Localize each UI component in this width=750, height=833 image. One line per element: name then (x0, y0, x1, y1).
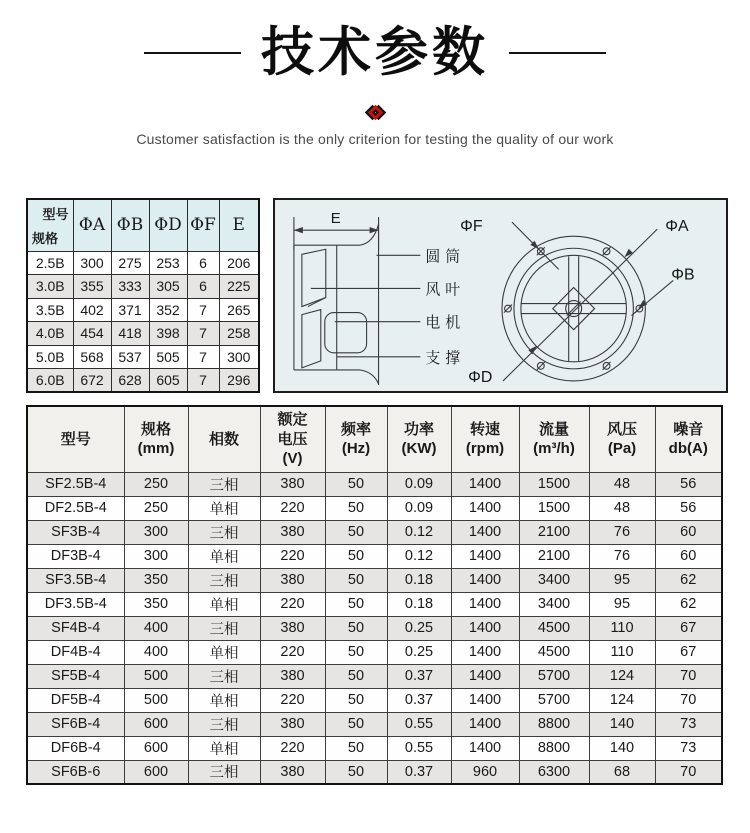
dims-value-cell: 305 (149, 275, 187, 299)
dim-label-e: E (330, 210, 341, 228)
spec-value-cell: 500 (124, 688, 188, 712)
spec-value-cell: 70 (655, 760, 722, 784)
spec-row (27, 496, 722, 520)
spec-row (27, 760, 722, 784)
dims-row (27, 369, 259, 393)
dims-value-cell: 352 (149, 298, 187, 322)
spec-value-cell: 50 (325, 664, 387, 688)
spec-row (27, 592, 722, 616)
dims-row (27, 345, 259, 369)
spec-value-cell: 0.09 (387, 472, 451, 496)
spec-value-cell: 600 (124, 760, 188, 784)
spec-value-cell: 110 (589, 616, 655, 640)
dims-value-cell: 568 (73, 345, 111, 369)
spec-value-cell: 单相 (188, 544, 260, 568)
spec-model-cell: SF5B-4 (27, 664, 124, 688)
spec-value-cell: 70 (655, 664, 722, 688)
dims-value-cell: 672 (73, 369, 111, 393)
spec-value-cell: 三相 (188, 472, 260, 496)
spec-value-cell: 76 (589, 544, 655, 568)
spec-value-cell: 50 (325, 640, 387, 664)
spec-value-cell: 1400 (451, 472, 519, 496)
spec-value-cell: 0.37 (387, 664, 451, 688)
corner-label-size: 规格 (32, 230, 59, 246)
spec-value-cell: 124 (589, 688, 655, 712)
spec-value-cell: 单相 (188, 592, 260, 616)
dims-value-cell: 300 (219, 345, 259, 369)
spec-value-cell: 1500 (519, 472, 589, 496)
spec-value-cell: 600 (124, 712, 188, 736)
spec-row (27, 472, 722, 496)
spec-value-cell: 1400 (451, 568, 519, 592)
spec-table (26, 405, 723, 785)
spec-value-cell: 67 (655, 616, 722, 640)
dim-label-fb: ΦB (671, 266, 695, 284)
dims-col-header: E (219, 199, 259, 251)
spec-value-cell: 单相 (188, 688, 260, 712)
dims-value-cell: 7 (187, 369, 219, 393)
spec-value-cell: 1400 (451, 712, 519, 736)
spec-value-cell: 250 (124, 472, 188, 496)
spec-value-cell: 250 (124, 496, 188, 520)
spec-value-cell: 三相 (188, 616, 260, 640)
spec-value-cell: 3400 (519, 592, 589, 616)
spec-col-header: 噪音 db(A) (655, 406, 722, 472)
spec-value-cell: 960 (451, 760, 519, 784)
spec-row (27, 640, 722, 664)
spec-value-cell: 1500 (519, 496, 589, 520)
spec-value-cell: 600 (124, 736, 188, 760)
spec-value-cell: 73 (655, 712, 722, 736)
spec-value-cell: 73 (655, 736, 722, 760)
spec-value-cell: 50 (325, 592, 387, 616)
spec-value-cell: 60 (655, 544, 722, 568)
spec-header-row (27, 406, 722, 472)
dims-value-cell: 605 (149, 369, 187, 393)
spec-value-cell: 0.18 (387, 568, 451, 592)
dims-value-cell: 333 (111, 275, 149, 299)
spec-value-cell: 380 (260, 664, 325, 688)
spec-value-cell: 67 (655, 640, 722, 664)
dims-row (27, 275, 259, 299)
spec-value-cell: 220 (260, 592, 325, 616)
spec-row (27, 664, 722, 688)
dims-value-cell: 418 (111, 322, 149, 346)
dims-value-cell: 7 (187, 345, 219, 369)
spec-value-cell: 三相 (188, 568, 260, 592)
spec-value-cell: 三相 (188, 760, 260, 784)
spec-value-cell: 48 (589, 496, 655, 520)
dims-row (27, 322, 259, 346)
spec-value-cell: 1400 (451, 664, 519, 688)
dims-value-cell: 275 (111, 251, 149, 275)
spec-value-cell: 300 (124, 520, 188, 544)
spec-value-cell: 124 (589, 664, 655, 688)
spec-value-cell: 单相 (188, 640, 260, 664)
dims-row (27, 251, 259, 275)
spec-value-cell: 48 (589, 472, 655, 496)
dims-model-cell: 4.0B (27, 322, 73, 346)
spec-value-cell: 50 (325, 472, 387, 496)
spec-value-cell: 0.25 (387, 616, 451, 640)
part-label-blade: 风叶 (425, 281, 466, 299)
spec-value-cell: 62 (655, 592, 722, 616)
spec-model-cell: SF6B-6 (27, 760, 124, 784)
spec-row (27, 544, 722, 568)
spec-value-cell: 50 (325, 712, 387, 736)
spec-value-cell: 0.12 (387, 544, 451, 568)
diamond-decoration (0, 97, 750, 127)
spec-value-cell: 单相 (188, 736, 260, 760)
dim-label-ff: ΦF (460, 218, 483, 236)
spec-model-cell: DF4B-4 (27, 640, 124, 664)
dims-model-cell: 3.0B (27, 275, 73, 299)
spec-value-cell: 380 (260, 568, 325, 592)
arrowhead (528, 346, 536, 355)
spec-value-cell: 220 (260, 736, 325, 760)
dims-value-cell: 371 (111, 298, 149, 322)
spec-value-cell: 三相 (188, 712, 260, 736)
spec-col-header: 频率 (Hz) (325, 406, 387, 472)
spec-value-cell: 220 (260, 640, 325, 664)
spec-col-header: 功率 (KW) (387, 406, 451, 472)
spec-col-header: 规格 (mm) (124, 406, 188, 472)
spec-value-cell: 68 (589, 760, 655, 784)
spec-value-cell: 76 (589, 520, 655, 544)
spec-row (27, 736, 722, 760)
dims-value-cell: 258 (219, 322, 259, 346)
spec-value-cell: 5700 (519, 664, 589, 688)
spec-value-cell: 0.25 (387, 640, 451, 664)
spec-value-cell: 6300 (519, 760, 589, 784)
spec-value-cell: 4500 (519, 640, 589, 664)
spec-row (27, 712, 722, 736)
spec-value-cell: 140 (589, 712, 655, 736)
spec-value-cell: 0.12 (387, 520, 451, 544)
subtitle: Customer satisfaction is the only criterion for testing the quality of our work (136, 131, 614, 147)
spec-value-cell: 1400 (451, 592, 519, 616)
fan-diagram-svg (275, 200, 726, 391)
spec-value-cell: 1400 (451, 688, 519, 712)
spec-value-cell: 500 (124, 664, 188, 688)
spec-value-cell: 380 (260, 760, 325, 784)
spec-value-cell: 50 (325, 736, 387, 760)
title-rule-left (144, 52, 241, 54)
spec-value-cell: 0.09 (387, 496, 451, 520)
dims-value-cell: 505 (149, 345, 187, 369)
dims-header-row (27, 199, 259, 251)
page-title: 技术参数 (261, 23, 489, 82)
dims-col-header: ΦD (149, 199, 187, 251)
spec-value-cell: 350 (124, 568, 188, 592)
spec-value-cell: 2100 (519, 520, 589, 544)
dims-value-cell: 355 (73, 275, 111, 299)
spec-value-cell: 300 (124, 544, 188, 568)
corner-label-model: 型号 (42, 207, 69, 222)
spec-value-cell: 70 (655, 688, 722, 712)
spec-model-cell: DF6B-4 (27, 736, 124, 760)
spec-col-header: 流量 (m³/h) (519, 406, 589, 472)
dims-value-cell: 7 (187, 322, 219, 346)
dims-value-cell: 296 (219, 369, 259, 393)
spec-value-cell: 3400 (519, 568, 589, 592)
spec-col-header: 型号 (27, 406, 124, 472)
dims-value-cell: 253 (149, 251, 187, 275)
dims-value-cell: 6 (187, 275, 219, 299)
spec-value-cell: 50 (325, 688, 387, 712)
spec-value-cell: 56 (655, 472, 722, 496)
spec-value-cell: 1400 (451, 520, 519, 544)
spec-row (27, 688, 722, 712)
spec-value-cell: 95 (589, 568, 655, 592)
spec-model-cell: SF4B-4 (27, 616, 124, 640)
dims-value-cell: 225 (219, 275, 259, 299)
spec-value-cell: 56 (655, 496, 722, 520)
spec-value-cell: 50 (325, 544, 387, 568)
spec-value-cell: 5700 (519, 688, 589, 712)
dims-model-cell: 5.0B (27, 345, 73, 369)
spec-value-cell: 60 (655, 520, 722, 544)
spec-value-cell: 2100 (519, 544, 589, 568)
spec-value-cell: 8800 (519, 736, 589, 760)
spec-value-cell: 50 (325, 760, 387, 784)
dims-value-cell: 537 (111, 345, 149, 369)
spec-value-cell: 220 (260, 496, 325, 520)
spec-value-cell: 1400 (451, 616, 519, 640)
title-block (0, 24, 750, 82)
spec-model-cell: SF3.5B-4 (27, 568, 124, 592)
dims-model-cell: 3.5B (27, 298, 73, 322)
spec-value-cell: 0.55 (387, 736, 451, 760)
spec-value-cell: 0.18 (387, 592, 451, 616)
dims-row (27, 298, 259, 322)
spec-value-cell: 62 (655, 568, 722, 592)
dimensions-table (26, 198, 260, 393)
dims-value-cell: 398 (149, 322, 187, 346)
spec-value-cell: 220 (260, 544, 325, 568)
spec-value-cell: 50 (325, 496, 387, 520)
dims-value-cell: 628 (111, 369, 149, 393)
spec-value-cell: 380 (260, 616, 325, 640)
dim-label-fa: ΦA (665, 218, 689, 236)
spec-value-cell: 220 (260, 688, 325, 712)
dims-model-cell: 6.0B (27, 369, 73, 393)
spec-col-header: 转速 (rpm) (451, 406, 519, 472)
fan-diagram-panel (273, 198, 728, 393)
spec-col-header: 相数 (188, 406, 260, 472)
spec-model-cell: SF6B-4 (27, 712, 124, 736)
spec-value-cell: 380 (260, 520, 325, 544)
arrowhead (294, 227, 303, 233)
spec-value-cell: 380 (260, 712, 325, 736)
dims-value-cell: 6 (187, 251, 219, 275)
spec-model-cell: DF5B-4 (27, 688, 124, 712)
spec-value-cell: 1400 (451, 496, 519, 520)
dims-value-cell: 206 (219, 251, 259, 275)
spec-value-cell: 110 (589, 640, 655, 664)
spec-value-cell: 50 (325, 568, 387, 592)
spec-value-cell: 380 (260, 472, 325, 496)
spec-value-cell: 0.37 (387, 760, 451, 784)
dims-value-cell: 402 (73, 298, 111, 322)
spec-value-cell: 三相 (188, 664, 260, 688)
spec-value-cell: 1400 (451, 736, 519, 760)
spec-value-cell: 单相 (188, 496, 260, 520)
dims-corner-cell (27, 199, 73, 251)
spec-value-cell: 400 (124, 616, 188, 640)
dims-col-header: ΦB (111, 199, 149, 251)
dims-value-cell: 454 (73, 322, 111, 346)
spec-value-cell: 0.37 (387, 688, 451, 712)
dims-value-cell: 265 (219, 298, 259, 322)
spec-value-cell: 1400 (451, 544, 519, 568)
spec-value-cell: 350 (124, 592, 188, 616)
spec-row (27, 568, 722, 592)
spec-model-cell: SF3B-4 (27, 520, 124, 544)
spec-col-header: 风压 (Pa) (589, 406, 655, 472)
dims-col-header: ΦF (187, 199, 219, 251)
part-label-motor: 电机 (425, 314, 466, 332)
middle-section (26, 198, 728, 393)
dims-col-header: ΦA (73, 199, 111, 251)
spec-row (27, 520, 722, 544)
spec-value-cell: 400 (124, 640, 188, 664)
spec-col-header: 额定 电压 (V) (260, 406, 325, 472)
spec-model-cell: DF2.5B-4 (27, 496, 124, 520)
dims-value-cell: 300 (73, 251, 111, 275)
spec-value-cell: 50 (325, 520, 387, 544)
spec-value-cell: 95 (589, 592, 655, 616)
spec-model-cell: DF3.5B-4 (27, 592, 124, 616)
spec-value-cell: 50 (325, 616, 387, 640)
spec-model-cell: SF2.5B-4 (27, 472, 124, 496)
dim-label-fd: ΦD (468, 368, 493, 386)
spec-value-cell: 8800 (519, 712, 589, 736)
dims-value-cell: 7 (187, 298, 219, 322)
arrowhead (624, 249, 632, 258)
dims-model-cell: 2.5B (27, 251, 73, 275)
spec-value-cell: 140 (589, 736, 655, 760)
spec-value-cell: 三相 (188, 520, 260, 544)
part-label-cylinder: 圆筒 (425, 248, 466, 266)
spec-value-cell: 1400 (451, 640, 519, 664)
spec-model-cell: DF3B-4 (27, 544, 124, 568)
title-rule-right (509, 52, 606, 54)
part-label-support: 支撑 (425, 349, 466, 367)
spec-row (27, 616, 722, 640)
spec-value-cell: 4500 (519, 616, 589, 640)
spec-value-cell: 0.55 (387, 712, 451, 736)
